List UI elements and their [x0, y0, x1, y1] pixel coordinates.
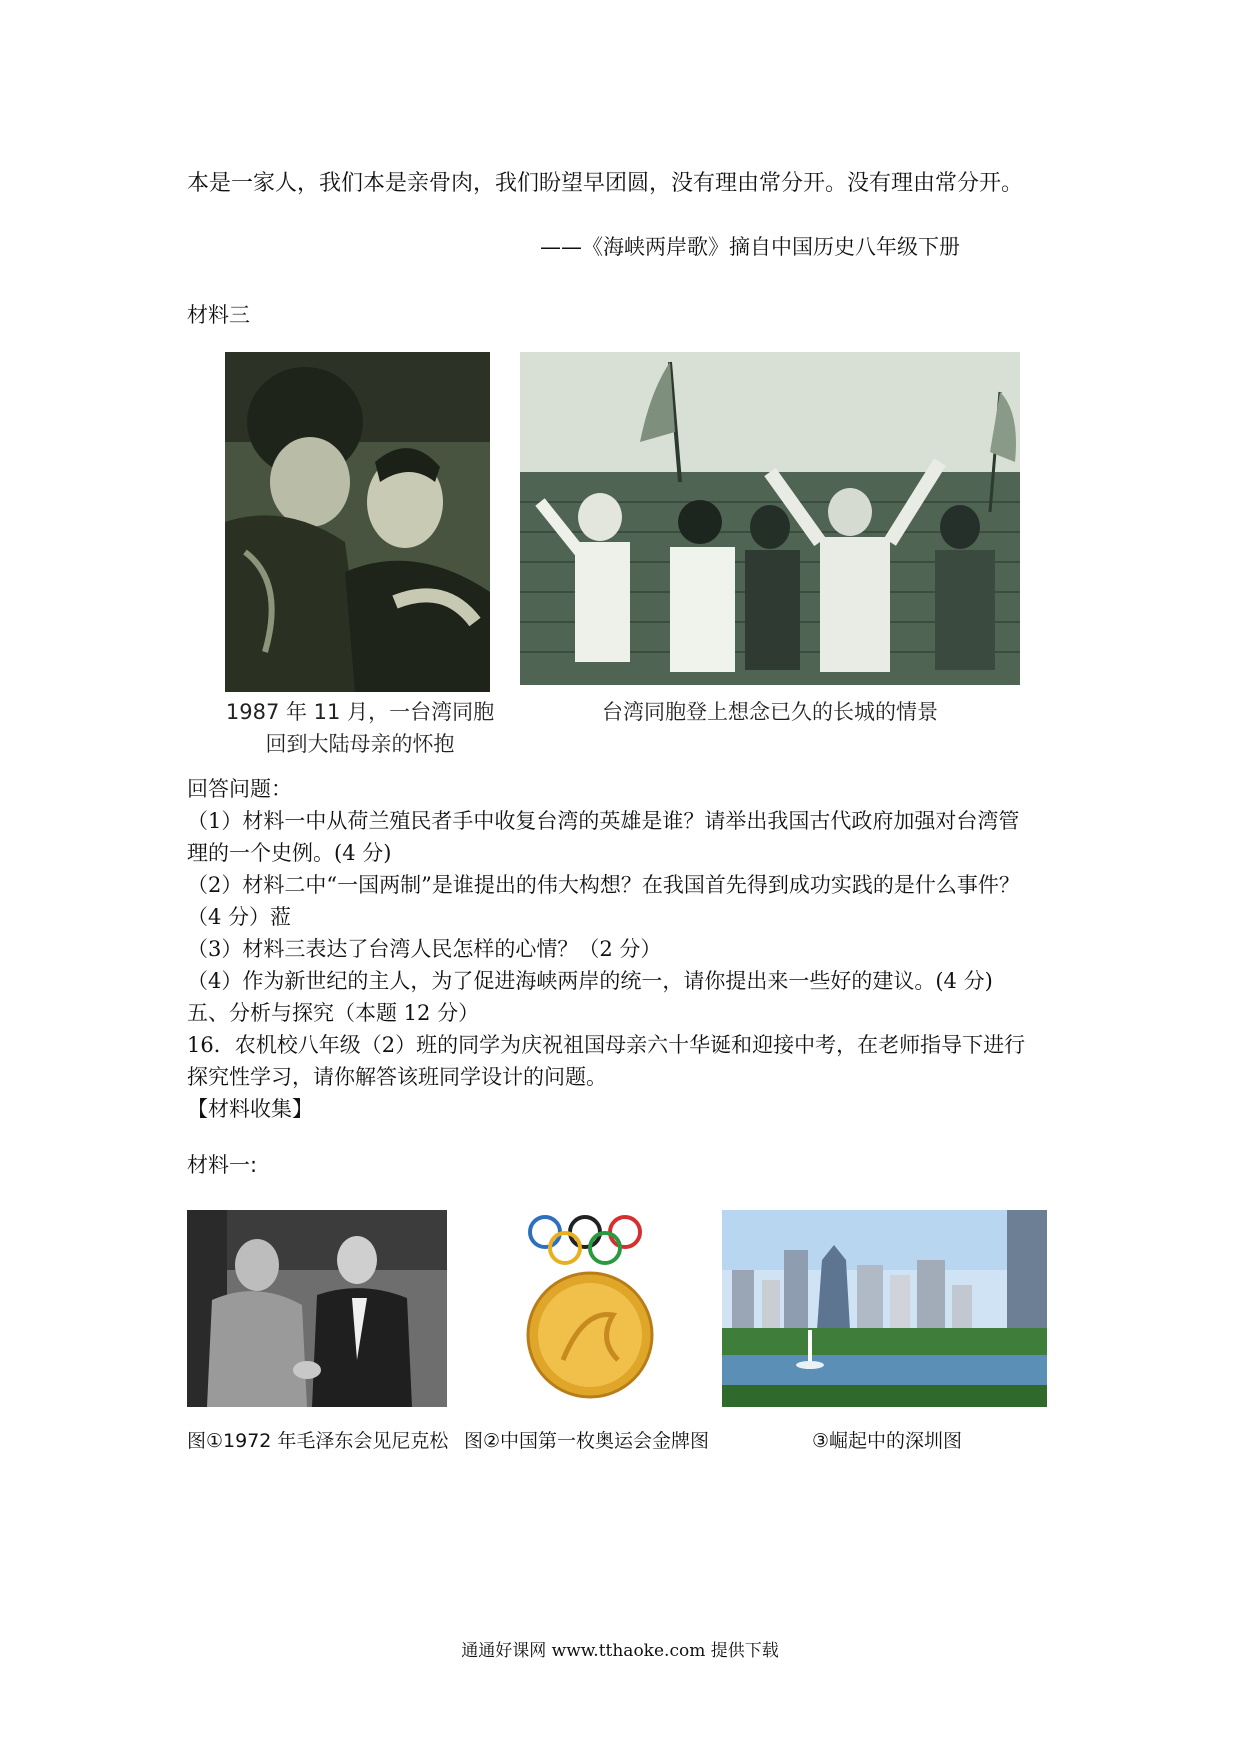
question-1-line1: （1）材料一中从荷兰殖民者手中收复台湾的英雄是谁？请举出我国古代政府加强对台湾管	[187, 809, 1020, 833]
question-16-line1: 16．农机校八年级（2）班的同学为庆祝祖国母亲六十华诞和迎接中考，在老师指导下进行	[187, 1033, 1026, 1057]
question-2-line1: （2）材料二中“一国两制”是谁提出的伟大构想？在我国首先得到成功实践的是什么事件？	[187, 873, 1020, 897]
photo1-caption-line1: 1987 年 11 月，一台湾同胞	[225, 700, 495, 724]
caption-mao-nixon: 图①1972 年毛泽东会见尼克松	[187, 1430, 449, 1452]
photo-great-wall-visit	[520, 352, 1020, 685]
photo2-caption: 台湾同胞登上想念已久的长城的情景	[602, 700, 938, 724]
section5-heading: 五、分析与探究（本题 12 分）	[187, 1001, 480, 1025]
page-footer: 通通好课网 www.tthaoke.com 提供下载	[461, 1641, 779, 1661]
caption-gold-medal: 图②中国第一枚奥运会金牌图	[464, 1430, 710, 1452]
photo1-caption-line2: 回到大陆母亲的怀抱	[265, 732, 455, 756]
photo-shenzhen-skyline	[722, 1210, 1047, 1407]
material-collect-heading: 【材料收集】	[187, 1097, 313, 1121]
photo-olympic-gold-medal	[503, 1210, 678, 1410]
question-2-line2: （4 分）蒞	[187, 905, 292, 929]
photo-reunion-embrace	[225, 352, 490, 692]
question-4: （4）作为新世纪的主人，为了促进海峡两岸的统一，请你提出来一些好的建议。(4 分)	[187, 969, 993, 993]
poem-line: 本是一家人，我们本是亲骨肉，我们盼望早团圆，没有理由常分开。没有理由常分开。	[187, 171, 1024, 196]
questions-heading: 回答问题：	[187, 777, 292, 801]
material1-heading: 材料一:	[187, 1153, 258, 1177]
caption-shenzhen: ③崛起中的深圳图	[812, 1430, 963, 1452]
question-3: （3）材料三表达了台湾人民怎样的心情？（2 分）	[187, 937, 662, 961]
question-16-line2: 探究性学习，请你解答该班同学设计的问题。	[187, 1065, 607, 1089]
poem-source: ——《海峡两岸歌》摘自中国历史八年级下册	[540, 235, 960, 259]
photo-mao-nixon	[187, 1210, 447, 1407]
question-1-line2: 理的一个史例。(4 分)	[187, 841, 392, 865]
material3-heading: 材料三	[187, 303, 250, 327]
